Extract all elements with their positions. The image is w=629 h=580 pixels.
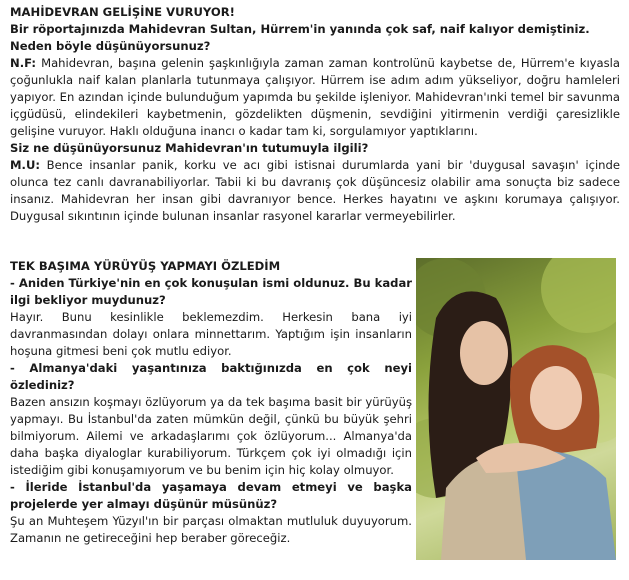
answer-1-speaker: N.F:	[10, 56, 37, 70]
interview-question-3: - İleride İstanbul'da yaşamaya devam etmeyi ve başka projelerde yer almayı düşünür müsünüz?	[10, 480, 412, 511]
section-heading-walk: TEK BAŞIMA YÜRÜYÜŞ YAPMAYI ÖZLEDİM	[10, 259, 281, 273]
interview-answer-1: Hayır. Bunu kesinlikle beklemezdim. Herkesin bana iyi davranmasından dolayı onlara minnettarım. Yaptığım işin insanların hoşuna gitmesi beni çok mutlu ediyor.	[10, 310, 412, 358]
interview-answer-3: Şu an Muhteşem Yüzyıl'ın bir parçası olmaktan mutluluk duyuyorum. Zamanın ne getireceğini hep beraber göreceğiz.	[10, 514, 412, 545]
answer-2-text: Bence insanlar panik, korku ve acı gibi istisnai durumlarda yani bir 'duygusal savaşın' içinde olunca tez canlı davranabiliyorlar. Tabii ki bu davranış çok düşüncesiz olabilir ama sonuçta biz sadece insanız. Mahidevran her insan gibi davranıyor bence. Herkes hayatını ve aşkını korumaya çalışıyor. Duygusal sıkıntının içinde bulunan insanlar rasyonel kararlar vermeyebilirler.	[10, 158, 620, 223]
interview-answer-2: Bazen ansızın koşmayı özlüyorum ya da tek başıma basit bir yürüyüş yapmayı. Bu İstanbul'da zaten mümkün değil, çünkü bu büyük şehri bilmiyorum. Ailemi ve arkadaşlarımı çok özlüyorum... Almanya'da daha başka diyaloglar kurabiliyorum. Türkçem çok iyi olmadığı için istediğim gibi konuşamıyorum ve bu benim için hiç kolay olmuyor.	[10, 395, 412, 477]
question-1: Bir röportajınızda Mahidevran Sultan, Hürrem'in yanında çok saf, naif kalıyor demiştiniz. Neden böyle düşünüyorsunuz?	[10, 22, 590, 53]
interview-question-1: - Aniden Türkiye'nin en çok konuşulan ismi oldunuz. Bu kadar ilgi bekliyor muydunuz?	[10, 276, 412, 307]
question-2: Siz ne düşünüyorsunuz Mahidevran'ın tutumuyla ilgili?	[10, 141, 369, 155]
answer-1	[10, 55, 620, 140]
answer-2-speaker: M.U:	[10, 158, 40, 172]
article	[10, 4, 620, 545]
section-heading-mahidevran: MAHİDEVRAN GELİŞİNE VURUYOR!	[10, 5, 235, 19]
interview-column	[10, 275, 412, 547]
actresses-photo	[416, 258, 616, 560]
answer-1-text: Mahidevran, başına gelenin şaşkınlığıyla zaman zaman kontrolünü kaybetse de, Hürrem'e kıyasla çoğunlukla naif kalan planlarla tutunmaya çalışıyor. Hürrem ise adım adım yükseliyor, doğru hamleleri yapıyor. En azından içinde bulunduğum yapımda bu şekilde işleniyor. Mahidevran'ınki temel bir savunma içgüdüsü, elindekileri kaybetmenin, gözdelikten düşmenin, sevdiğini yitirmenin verdiği çaresizlikle gelişine vuruyor. Haklı olduğuna inancı o kadar tam ki, sorgulamıyor yaptıklarını.	[10, 56, 620, 138]
answer-2	[10, 157, 620, 225]
interview-question-2: - Almanya'daki yaşantınıza baktığınızda en çok neyi özlediniz?	[10, 361, 412, 392]
photo-illustration	[416, 258, 616, 560]
